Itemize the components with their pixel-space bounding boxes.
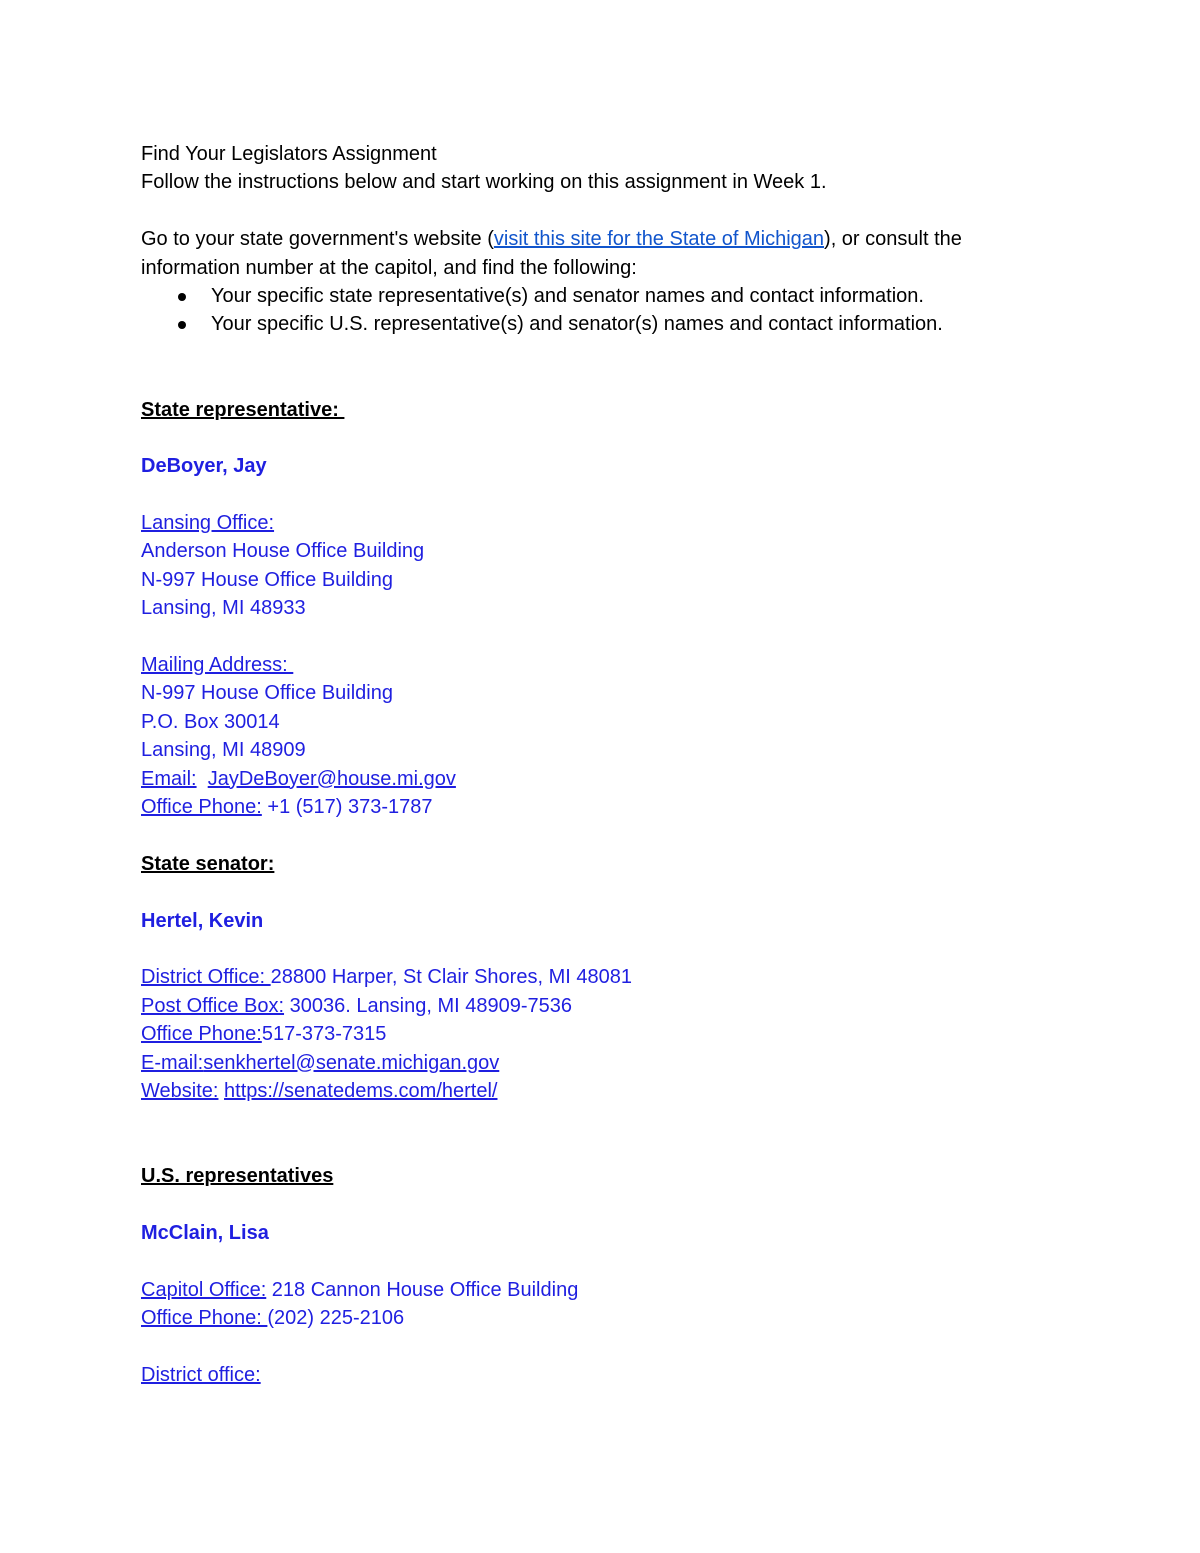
bullet-icon xyxy=(178,293,186,301)
us-rep-heading: U.S. representatives xyxy=(141,1165,334,1188)
senator-email-line xyxy=(141,1049,1061,1077)
website-label: Website: xyxy=(141,1079,219,1102)
state-senator-name: Hertel, Kevin xyxy=(141,909,264,932)
go-suffix: ), or consult the xyxy=(824,228,962,251)
spacer xyxy=(141,623,1061,651)
mailing-address-line: N-997 House Office Building xyxy=(141,682,393,705)
list-item-text: Your specific U.S. representative(s) and senator(s) names and contact information. xyxy=(211,313,943,336)
spacer xyxy=(141,197,1061,225)
state-rep-email-link[interactable]: JayDeBoyer@house.mi.gov xyxy=(207,767,456,790)
district-office-heading: District office: xyxy=(141,1363,261,1386)
lansing-address-line: N-997 House Office Building xyxy=(141,568,393,591)
senator-website-line xyxy=(141,1077,1061,1105)
capitol-office-value: 218 Cannon House Office Building xyxy=(266,1278,579,1301)
mailing-address-line: P.O. Box 30014 xyxy=(141,710,280,733)
phone-label: Office Phone: xyxy=(141,1307,268,1330)
spacer xyxy=(141,1247,1061,1275)
phone-label: Office Phone: xyxy=(141,1023,262,1046)
mailing-address-label: Mailing Address: xyxy=(141,654,294,677)
go-to-website-line-2: information number at the capitol, and find the following: xyxy=(141,256,637,279)
state-rep-email-line xyxy=(141,765,1061,793)
phone-value: 517-373-7315 xyxy=(261,1023,387,1046)
requirements-list xyxy=(141,282,1061,339)
bullet-icon xyxy=(178,321,186,329)
district-office-line xyxy=(141,963,1061,991)
state-rep-phone-line xyxy=(141,793,1061,821)
po-box-line xyxy=(141,992,1061,1020)
list-item xyxy=(141,310,1061,338)
state-rep-name: DeBoyer, Jay xyxy=(141,455,267,478)
spacer xyxy=(141,424,1061,452)
go-to-website-line xyxy=(141,225,1061,253)
spacer xyxy=(141,1190,1061,1218)
us-rep-phone-line xyxy=(141,1304,1061,1332)
capitol-office-label: Capitol Office: xyxy=(141,1278,267,1301)
senator-email-link[interactable]: senkhertel@senate.michigan.gov xyxy=(203,1051,500,1074)
phone-value: (202) 225-2106 xyxy=(267,1307,405,1330)
senator-phone-line xyxy=(141,1020,1061,1048)
us-rep-name: McClain, Lisa xyxy=(141,1221,269,1244)
list-item-text: Your specific state representative(s) and senator names and contact information. xyxy=(211,284,924,307)
document-page xyxy=(141,140,1061,1389)
spacer xyxy=(141,878,1061,906)
email-label: E-mail: xyxy=(141,1051,204,1074)
phone-value: +1 (517) 373-1787 xyxy=(261,796,433,818)
email-label: Email: xyxy=(141,767,197,790)
lansing-address-line: Anderson House Office Building xyxy=(141,540,425,563)
mailing-address-line: Lansing, MI 48909 xyxy=(141,739,306,762)
spacer xyxy=(141,1105,1061,1162)
lansing-office-label: Lansing Office: xyxy=(141,512,275,535)
phone-label: Office Phone: xyxy=(141,796,262,818)
list-item xyxy=(141,282,1061,310)
spacer xyxy=(141,481,1061,509)
spacer xyxy=(141,1332,1061,1360)
spacer xyxy=(141,935,1061,963)
po-box-label: Post Office Box: xyxy=(141,994,285,1017)
district-office-label: District Office: xyxy=(141,966,271,989)
spacer xyxy=(141,821,1061,849)
lansing-address-line: Lansing, MI 48933 xyxy=(141,597,306,620)
district-office-value: 28800 Harper, St Clair Shores, MI 48081 xyxy=(270,966,632,989)
michigan-site-link[interactable]: visit this site for the State of Michigan xyxy=(493,228,825,251)
go-prefix: Go to your state government's website ( xyxy=(141,228,494,251)
capitol-office-line xyxy=(141,1276,1061,1304)
instruction-text: Follow the instructions below and start working on this assignment in Week 1. xyxy=(141,171,827,194)
state-senator-heading: State senator: xyxy=(141,852,275,875)
spacer xyxy=(141,339,1061,396)
senator-website-link[interactable]: https://senatedems.com/hertel/ xyxy=(224,1079,498,1102)
document-title: Find Your Legislators Assignment xyxy=(141,143,437,165)
state-rep-heading: State representative: xyxy=(141,398,345,421)
po-box-value: 30036. Lansing, MI 48909-7536 xyxy=(284,994,573,1017)
